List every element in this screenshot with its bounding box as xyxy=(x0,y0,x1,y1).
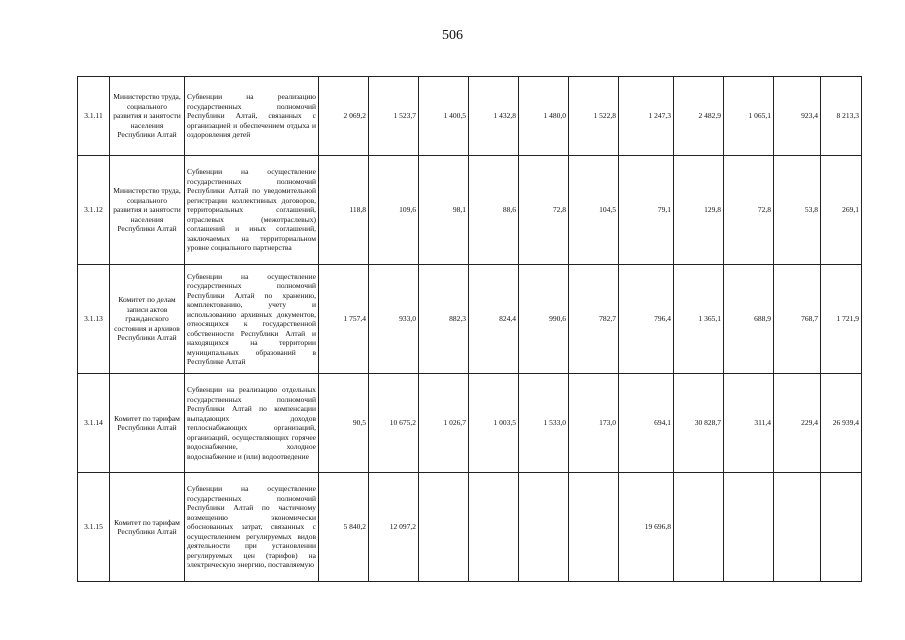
row-organization: Министерство труда, социального развития и занятости населения Республики Алтай xyxy=(110,77,185,156)
row-code: 3.1.12 xyxy=(78,156,110,265)
row-value: 1 533,0 xyxy=(519,374,569,473)
row-value: 118,8 xyxy=(319,156,369,265)
row-code: 3.1.14 xyxy=(78,374,110,473)
row-value: 1 523,7 xyxy=(369,77,419,156)
row-value xyxy=(674,473,724,582)
row-value: 1 003,5 xyxy=(469,374,519,473)
row-organization: Комитет по тарифам Республики Алтай xyxy=(110,473,185,582)
row-value: 79,1 xyxy=(619,156,674,265)
row-value: 2 482,9 xyxy=(674,77,724,156)
row-value: 1 365,1 xyxy=(674,265,724,374)
row-value: 768,7 xyxy=(774,265,821,374)
row-value: 90,5 xyxy=(319,374,369,473)
row-value: 19 696,8 xyxy=(619,473,674,582)
row-value: 72,8 xyxy=(519,156,569,265)
row-value: 8 213,3 xyxy=(821,77,862,156)
table-row xyxy=(78,265,862,374)
row-value: 1 247,3 xyxy=(619,77,674,156)
table-row xyxy=(78,77,862,156)
row-description: Субвенции на реализацию отдельных государственных полномочий Республики Алтай по компенсации выпадающих доходов теплоснабжающих организаций, организаций, осуществляющих горячее водоснабжение, холодное водоснабжение и (или) водоотведение xyxy=(185,374,319,473)
row-description: Субвенции на осуществление государственных полномочий Республики Алтай по частичному возмещению экономически обоснованных затрат, связанных с осуществлением регулируемых видов деятельности при установлении регулируемых цен (тарифов) на электрическую энергию, поставляемую xyxy=(185,473,319,582)
row-value: 1 400,5 xyxy=(419,77,469,156)
row-code: 3.1.15 xyxy=(78,473,110,582)
row-value xyxy=(821,473,862,582)
row-value: 1 721,9 xyxy=(821,265,862,374)
row-value: 1 522,8 xyxy=(569,77,619,156)
row-value: 824,4 xyxy=(469,265,519,374)
row-value: 2 069,2 xyxy=(319,77,369,156)
row-code: 3.1.13 xyxy=(78,265,110,374)
row-organization: Министерство труда, социального развития и занятости населения Республики Алтай xyxy=(110,156,185,265)
page-number: 506 xyxy=(442,28,463,43)
row-value: 72,8 xyxy=(724,156,774,265)
row-value: 882,3 xyxy=(419,265,469,374)
row-value: 688,9 xyxy=(724,265,774,374)
table-row xyxy=(78,473,862,582)
row-value: 129,8 xyxy=(674,156,724,265)
row-value xyxy=(569,473,619,582)
row-value: 1 026,7 xyxy=(419,374,469,473)
row-value: 1 065,1 xyxy=(724,77,774,156)
row-value: 782,7 xyxy=(569,265,619,374)
row-value: 269,1 xyxy=(821,156,862,265)
row-value: 109,6 xyxy=(369,156,419,265)
row-value: 12 097,2 xyxy=(369,473,419,582)
row-value: 10 675,2 xyxy=(369,374,419,473)
row-value: 1 480,0 xyxy=(519,77,569,156)
row-value: 1 432,8 xyxy=(469,77,519,156)
row-value: 694,1 xyxy=(619,374,674,473)
row-value: 311,4 xyxy=(724,374,774,473)
row-value xyxy=(519,473,569,582)
row-description: Субвенции на осуществление государственных полномочий Республики Алтай по хранению, комплектованию, учету и использованию архивных документов, относящихся к государственной собственности Республики Алтай и находящихся на территории муниципальных образований в Республике Алтай xyxy=(185,265,319,374)
row-value: 30 828,7 xyxy=(674,374,724,473)
row-description: Субвенции на осуществление государственных полномочий Республики Алтай по уведомительной регистрации коллективных договоров, территориальных соглашений, отраслевых (межотраслевых) соглашений и иных соглашений, заключаемых на территориальном уровне социального партнерства xyxy=(185,156,319,265)
row-value xyxy=(774,473,821,582)
row-value: 990,6 xyxy=(519,265,569,374)
row-code: 3.1.11 xyxy=(78,77,110,156)
row-value: 1 757,4 xyxy=(319,265,369,374)
row-value xyxy=(469,473,519,582)
row-value: 933,0 xyxy=(369,265,419,374)
row-value xyxy=(724,473,774,582)
row-value: 88,6 xyxy=(469,156,519,265)
row-value: 796,4 xyxy=(619,265,674,374)
row-value: 98,1 xyxy=(419,156,469,265)
row-value: 5 840,2 xyxy=(319,473,369,582)
subventions-table xyxy=(77,76,862,582)
row-value xyxy=(419,473,469,582)
table-row xyxy=(78,374,862,473)
row-description: Субвенции на реализацию государственных полномочий Республики Алтай, связанных с организацией и обеспечением отдыха и оздоровления детей xyxy=(185,77,319,156)
row-organization: Комитет по тарифам Республики Алтай xyxy=(110,374,185,473)
row-value: 26 939,4 xyxy=(821,374,862,473)
table-row xyxy=(78,156,862,265)
row-value: 53,8 xyxy=(774,156,821,265)
row-value: 923,4 xyxy=(774,77,821,156)
row-organization: Комитет по делам записи актов гражданского состояния и архивов Республики Алтай xyxy=(110,265,185,374)
row-value: 229,4 xyxy=(774,374,821,473)
row-value: 104,5 xyxy=(569,156,619,265)
row-value: 173,0 xyxy=(569,374,619,473)
